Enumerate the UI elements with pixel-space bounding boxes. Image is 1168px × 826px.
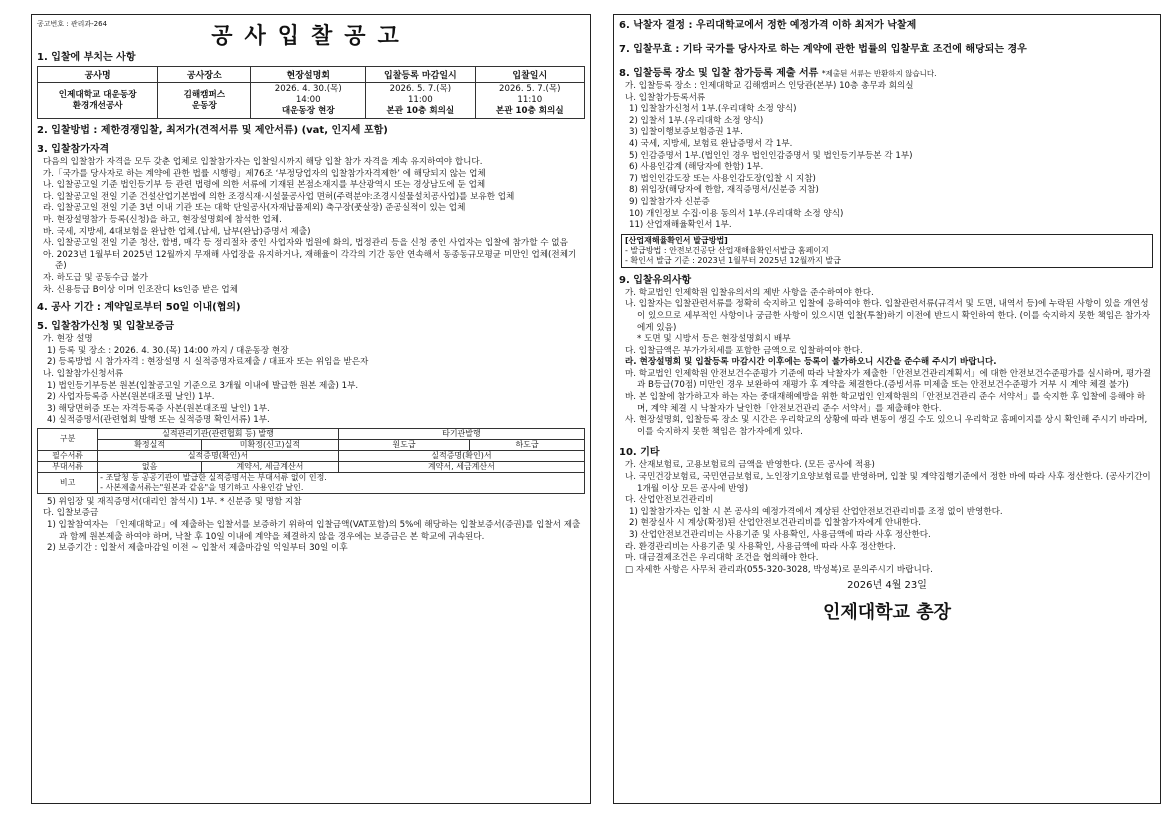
accident-rate-box xyxy=(621,234,1153,268)
misc-line: 2) 현장실사 시 계상(확정)된 산업안전보건관리비를 입찰참가자에게 안내한다. xyxy=(629,518,921,529)
s5-line: 가. 현장 설명 xyxy=(43,334,93,345)
remarks-line: - 사본제출서류는"원본과 같음"을 명기하고 사용인감 날인. xyxy=(100,482,304,492)
col-briefing: 현장설명회 xyxy=(251,67,366,83)
eligibility-item: 아. 2023년 1월부터 2025년 12월까지 무재해 사업장을 유지하거나, 재해율이 각각의 기간 동안 연속해서 동종동규모평균 미만인 업체(전체기준) xyxy=(43,249,577,272)
section-3-heading: 3. 입찰참가자격 xyxy=(37,144,110,155)
issuer-signature: 인제대학교 총장 xyxy=(823,602,951,624)
s8-line: 1) 입찰참가신청서 1부.(우리대학 소정 양식) xyxy=(629,104,797,115)
caution-note: * 도면 및 시방서 등은 현장설명회시 배부 xyxy=(637,334,791,345)
misc-line: 라. 환경관리비는 사용기준 및 사용확인, 사용금액에 따라 사후 정산한다. xyxy=(625,541,896,552)
registration-place: 본관 10층 회의실 xyxy=(386,106,455,116)
eligibility-item: 나. 입찰공고일 기준 법인등기부 등 관련 법령에 의한 서류에 기재된 본점소재지를 부산광역시 또는 경상남도에 둔 업체 xyxy=(43,180,486,191)
registration-time: 11:00 xyxy=(407,95,433,105)
section-10-heading: 10. 기타 xyxy=(619,447,660,459)
s5-line: 3) 해당면허증 또는 자격등록증 사본(원본대조필 날인) 1부. xyxy=(47,403,270,414)
eligibility-item: 라. 입찰공고일 전일 기준 3년 이내 기관 또는 대학 단일공사(자재납품제외) 축구장(풋살장) 준공실적이 있는 업체 xyxy=(43,203,466,214)
s8-line: 5) 인감증명서 1부.(법인인 경우 법인인감증명서 및 법인등기부등본 각 1부) xyxy=(629,150,913,161)
eligibility-item: 차. 신용등급 B이상 이며 인조잔디 ks인증 받은 업체 xyxy=(43,284,238,295)
caution-item: 마. 학교법인 인제학원 안전보건수준평가 기준에 따라 낙찰자가 제출한「안전보건관리계획서」에 대한 안전보건수준평가를 실시하며, 평가결과 B등급(70점) 미만인 경우 보완하여 재평가 후 계약을 체결한다.(증빙서류 미제출 또는 안전보건수준평가 거부 시 계약 체결 불가) xyxy=(625,368,1151,391)
briefing-date: 2026. 4. 30.(목) xyxy=(274,84,342,94)
col-place: 공사장소 xyxy=(158,67,251,83)
cell-gubun: 구분 xyxy=(38,428,98,450)
bid-place: 본관 10층 회의실 xyxy=(495,106,564,116)
bid-date: 2026. 5. 7.(목) xyxy=(499,84,561,94)
eligibility-item: 마. 현장설명참가 등록(신청)을 하고, 현장설명회에 참석한 업체. xyxy=(43,214,282,225)
cell-prime: 원도급 xyxy=(338,439,469,450)
col-bid-time: 입찰일시 xyxy=(475,67,584,83)
section-9-heading: 9. 입찰유의사항 xyxy=(619,274,692,286)
project-name-line: 인제대학교 대운동장 xyxy=(58,89,137,100)
s5-line: 2) 등록방법 시 참가자격 : 현장설명 시 실적증명자료제출 / 대표자 또는 위임을 받은자 xyxy=(47,357,369,368)
s5-line: 4) 실적증명서(관련협회 발행 또는 실적증명 확인서류) 1부. xyxy=(47,415,270,426)
bid-time: 11:10 xyxy=(517,95,543,105)
s8-line: 7) 법인인감도장 또는 사용인감도장(입찰 시 지참) xyxy=(629,173,816,184)
s8-line: 4) 국세, 지방세, 보험료 완납증명서 각 1부. xyxy=(629,138,793,149)
cell-supplementary-b: 계약서, 세금계산서 xyxy=(202,461,339,472)
cell-required-label: 필수서류 xyxy=(38,450,98,461)
col-project: 공사명 xyxy=(38,67,158,83)
section-4-heading: 4. 공사 기간 : 계약일로부터 50일 이내(협의) xyxy=(37,302,241,314)
s5-after-line: 1) 입찰참여자는 「인제대학교」에 제출하는 입찰서를 보증하기 위하여 입찰금액(VAT포함)의 5%에 해당하는 입찰보증서(증권)를 입찰서 제출과 함께 원본제출 하여야 하며, 낙찰 후 10일 이내에 계약을 체결하지 않을 경우에는 보증금은 본 학교에 귀속된다. xyxy=(47,520,581,542)
cell-confirmed: 확정실적 xyxy=(98,439,202,450)
place-line: 김해캠퍼스 xyxy=(183,89,226,100)
s8-line: 9) 입찰참가자 신분증 xyxy=(629,196,710,207)
eligibility-item: 바. 국세, 지방세, 4대보험을 완납한 업체.(납세, 납부(완납)증명서 제출) xyxy=(43,226,311,237)
notice-date: 2026년 4월 23일 xyxy=(847,580,927,592)
cell-supplementary-c: 계약서, 세금계산서 xyxy=(338,461,584,472)
s5-line: 나. 입찰참가신청서류 xyxy=(43,368,124,379)
place-cell xyxy=(158,83,251,119)
s8-line: 10) 개인정보 수집·이용 동의서 1부.(우리대학 소정 양식) xyxy=(629,208,844,219)
place-line: 운동장 xyxy=(191,100,217,111)
s8-line: 가. 입찰등록 장소 : 인제대학교 김해캠퍼스 인당관(본부) 10층 총무과 회의실 xyxy=(625,81,914,91)
section-5-heading: 5. 입찰참가신청 및 입찰보증금 xyxy=(37,321,175,333)
eligibility-item: 다. 입찰공고일 전일 기준 건설산업기본법에 의한 조경식재·시설물공사업 면허(주력분야:조경시설물설치공사업)를 보유한 업체 xyxy=(43,191,515,202)
section-1-heading: 1. 입찰에 부치는 사항 xyxy=(37,52,136,63)
misc-line: 나. 국민건강보험료, 국민연금보험료, 노인장기요양보험료를 반영하며, 입찰 및 계약집행기준에서 정한 바에 따라 사후 정산한다. (공사기간이 1개월 이상 모든 공사에 반영) xyxy=(625,472,1151,494)
bid-schedule-table xyxy=(37,66,585,119)
registration-date: 2026. 5. 7.(목) xyxy=(389,84,452,94)
section-3-intro: 다음의 입찰참가 자격을 모두 갖춘 업체로 입찰참가자는 입찰일시까지 해당 입찰 참가 자격을 계속 유지하여야 합니다. xyxy=(43,157,483,167)
misc-line: 가. 산재보험료, 고용보험료의 금액을 반영한다. (모든 공사에 적용) xyxy=(625,460,875,471)
briefing-cell xyxy=(251,83,366,119)
section-6-heading: 6. 낙찰자 결정 : 우리대학교에서 정한 예정가격 이하 최저가 낙찰제 xyxy=(619,20,917,31)
cell-supplementary-a: 없음 xyxy=(98,461,202,472)
remarks-line: - 조달청 등 공공기관이 발급한 실적증명서는 부대서류 없이 인정. xyxy=(100,472,327,482)
s5-after-line: 5) 위임장 및 재직증명서(대리인 참석시) 1부. * 신분증 및 명함 지참 xyxy=(47,496,302,507)
s5-line: 1) 법인등기부등본 원본(입찰공고일 기준으로 3개월 이내에 발급한 원본 제출) 1부. xyxy=(47,380,359,391)
section-8-heading: 8. 입찰등록 장소 및 입찰 참가등록 제출 서류 xyxy=(619,68,819,79)
cell-remarks xyxy=(98,472,585,493)
cell-other-issued: 타기관발행 xyxy=(338,428,584,439)
misc-line: 다. 산업안전보건관리비 xyxy=(625,495,714,506)
section-7-heading: 7. 입찰무효 : 기타 국가를 당사자로 하는 계약에 관한 법률의 입찰무효 조건에 해당되는 경우 xyxy=(619,44,1027,55)
page-title: 공사입찰공고 xyxy=(211,24,411,49)
briefing-place: 대운동장 현장 xyxy=(281,106,335,116)
s8-line: 6) 사용인감계 (해당자에 한함) 1부. xyxy=(629,162,764,173)
cell-remarks-label: 비고 xyxy=(38,472,98,493)
notice-page-left xyxy=(31,14,591,804)
project-name-cell xyxy=(38,83,158,119)
notice-page-right xyxy=(613,14,1161,804)
caution-item: 사. 현장설명회, 입찰등록 장소 및 시간은 우리학교의 상황에 따라 변동이 생길 수도 있으니 우리학교 홈페이지를 상시 확인해 주시기 바라며, 이를 숙지하지 못한 책임은 참가자에게 있다. xyxy=(625,415,1148,437)
cell-supplementary-label: 부대서류 xyxy=(38,461,98,472)
eligibility-item: 가.「국가를 당사자로 하는 계약에 관한 법률 시행령」제76조 ‘부정당업자의 입찰참가자격제한’ 에 해당되지 않는 업체 xyxy=(43,168,486,179)
s8-line: 3) 입찰이행보증보험증권 1부. xyxy=(629,127,743,138)
s8-line: 나. 입찰참가등록서류 xyxy=(625,92,706,103)
cell-org-issued: 실적관리기관(관련협회 등) 발행 xyxy=(98,428,339,439)
s8-line: 2) 입찰서 1부.(우리대학 소정 양식) xyxy=(629,115,764,126)
project-name-line: 환경개선공사 xyxy=(72,100,123,111)
s5-line: 2) 사업자등록증 사본(원본대조필 날인) 1부. xyxy=(47,392,215,403)
briefing-time: 14:00 xyxy=(295,95,321,105)
caution-item: 나. 입찰자는 입찰관련서류를 정확히 숙지하고 입찰에 응하여야 한다. 입찰관련서류(규격서 및 도면, 내역서 등)에 누락된 사항이 있을 개연성이 있으므로 세부적인 사항이나 궁금한 사항이 있으시면 입찰(투찰)하기 이전에 반드시 확인하여 한다. (이를 숙지하지 못한 책임은 참가자에게 있음) xyxy=(625,299,1151,333)
cell-unconfirmed: 미확정(신고)실적 xyxy=(202,439,339,450)
caution-item: 가. 학교법인 인제학원 입찰유의서의 제반 사항을 준수하여야 한다. xyxy=(625,287,874,298)
misc-line: 1) 입찰참가자는 입찰 시 본 공사의 예정가격에서 계상된 산업안전보건관리비를 조정 없이 반영한다. xyxy=(629,506,1003,517)
s5-after-line: 2) 보증기간 : 입찰서 제출마감일 이전 ~ 입찰서 제출마감일 익일부터 30일 이후 xyxy=(47,543,348,554)
box-line: - 확인서 발급 기준 : 2023년 1월부터 2025년 12월까지 발급 xyxy=(625,255,841,265)
caution-item: 다. 입찰금액은 부가가치세를 포함한 금액으로 입찰하여야 한다. xyxy=(625,345,863,356)
section-2-heading: 2. 입찰방법 : 제한경쟁입찰, 최저가(견적서류 및 제안서류) (vat, 인지세 포함) xyxy=(37,125,388,136)
registration-cell xyxy=(366,83,475,119)
bid-time-cell xyxy=(475,83,584,119)
eligibility-item: 사. 입찰공고일 전일 기준 청산, 합병, 매각 등 정리절차 중인 사업자와 법원에 화의, 법정관리 등을 신청 중인 사업자는 입찰에 참가할 수 없음 xyxy=(43,238,568,249)
cell-required-b: 실적증명(확인)서 xyxy=(338,450,584,461)
s5-after-line: 다. 입찰보증금 xyxy=(43,508,99,519)
caution-item: 바. 본 입찰에 참가하고자 하는 자는 중대재해예방을 위한 학교법인 인제학원의「안전보건관리 준수 서약서」를 숙지한 후 입찰에 응해야 하며, 계약 체결 시 낙찰자가 날인한「안전보건관리 준수 서약서」를 제출해야 한다. xyxy=(625,392,1146,414)
section-8-heading-row xyxy=(619,67,1155,81)
misc-line: 3) 산업안전보건관리비는 사용기준 및 사용확인, 사용금액에 따라 사후 정산한다. xyxy=(629,530,931,540)
performance-docs-table xyxy=(37,428,585,494)
box-title: [산업재해율확인서 발급방법] xyxy=(625,235,728,245)
section-8-note: *제출된 서류는 반환하지 않습니다. xyxy=(821,69,937,78)
box-line: - 발급방법 : 안전보건공단 산업재해율확인서발급 홈페이지 xyxy=(625,245,829,255)
eligibility-item: 자. 하도급 및 공동수급 불가 xyxy=(43,272,148,283)
cell-required-a: 실적증명(확인)서 xyxy=(98,450,339,461)
doc-number: 공고번호 : 관리과-264 xyxy=(37,20,108,28)
s8-line: 11) 산업재해율확인서 1부. xyxy=(629,220,732,231)
cell-sub: 하도급 xyxy=(470,439,585,450)
s5-line: 1) 등록 및 장소 : 2026. 4. 30.(목) 14:00 까지 / 대운동장 현장 xyxy=(47,345,289,356)
col-registration: 입찰등록 마감일시 xyxy=(366,67,475,83)
misc-line: 마. 대금결제조건은 우리대학 조건을 협의해야 한다. xyxy=(625,553,819,564)
s8-line: 8) 위임장(해당자에 한함, 재직증명서/신분증 지참) xyxy=(629,185,819,196)
caution-item-emphasis: 라. 현장설명회 및 입찰등록 마감시간 이후에는 등록이 불가하오니 시간을 준수해 주시기 바랍니다. xyxy=(625,357,997,368)
contact-line: □ 자세한 사항은 사무처 관리과(055-320-3028, 박성복)로 문의주시기 바랍니다. xyxy=(625,564,933,575)
